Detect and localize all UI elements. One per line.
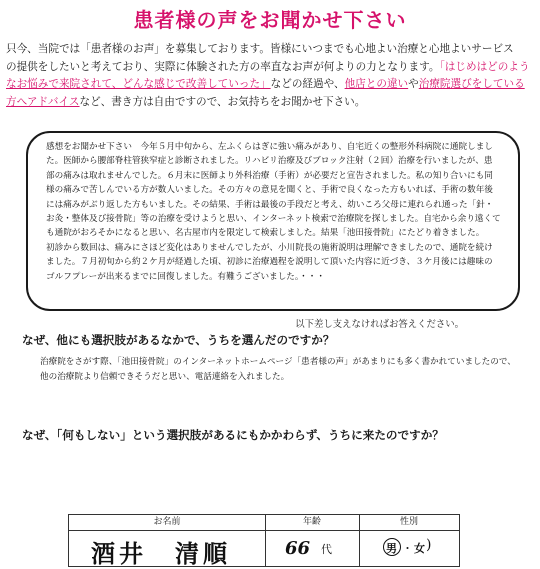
age-value: 66 <box>285 538 311 559</box>
respondent-form <box>68 514 460 567</box>
sex-label: 性別 <box>399 517 418 527</box>
page-title: 患者様の声をお聞かせ下さい <box>133 8 407 32</box>
intro-highlight-3: 他店との違い <box>344 78 409 90</box>
intro-mid2: や <box>408 78 419 90</box>
sex-male: 男 <box>386 542 397 555</box>
sex-female: 女 <box>414 542 425 555</box>
optional-note: 以下差し支えなければお答えください。 <box>295 319 464 330</box>
paren-close-icon: ) <box>426 537 432 553</box>
intro-end: など、書き方は自由ですので、お気持ちをお聞かせ下さい。 <box>79 95 366 108</box>
testimonial-text <box>46 140 501 284</box>
age-label: 年齢 <box>302 517 321 527</box>
question-1: なぜ、他にも選択肢があるなかで、うちを選んだのですか？ <box>22 333 335 347</box>
intro-highlight-1: 「はじめはどのよう <box>439 60 530 73</box>
testimonial-paragraph-1: 感想をお聞かせ下さい 今年５月中旬から、左ふくらはぎに強い痛みがあり、自宅近くの整形外科病院に通院しました。医師から腰部脊柱管狭窄症と診断されました。リハビリ治療及びブロック注射（２回）治療を行いましたが、患部の痛みは取れませんでした。６月末に医師より外科治療（手術）が必要だと宣告されました。私の知り合いにも同様の痛みで苦しんでいる方が数人いました。その方々の意見を聞くと、手術で良くなった方もいれば、手術の数年後には痛みがぶり返した方もいました。その結果、手術は最後の手段だと考え、幼いころ父母に連れられ通った「針・お灸・整体及び接骨院」等の治療を受けようと思い、インターネット検索で治療院を探しました。自宅から余り遠くても通院がおろそかになると思い、名古屋市内を限定して検索しました。結果「池田接骨院」にたどり着きました。 <box>46 142 501 239</box>
question-2: なぜ、「何もしない」という選択肢があるにもかかわらず、うちに来たのですか？ <box>22 428 444 442</box>
sex-separator: ・ <box>402 542 413 555</box>
testimonial-paragraph-2: 初診から数回は、痛みにさほど変化はありませんでしたが、小川院長の施術説明は理解できましたので、通院を続けました。７月初旬から約２ケ月が経過した頃、初診に治療過程を説明して頂いた内容に近づき、３ケ月後には趣味のゴルフプレーが出来るまでに回復しました。有難うございました。・・・ <box>46 242 493 282</box>
intro-line2: の提供をしたいと考えており、実際に体験された方の率直なお声が何よりの力となります。 <box>6 60 440 73</box>
intro-mid: などの経過や、 <box>270 78 345 90</box>
intro-text <box>6 41 532 111</box>
intro-highlight-5: 方へアドバイス <box>6 95 80 108</box>
intro-highlight-2: なお悩みで来院されて、どんな感じで改善していった」 <box>6 78 271 90</box>
intro-highlight-4: 治療院選びをしている <box>418 78 525 90</box>
name-label: お名前 <box>153 517 181 527</box>
age-unit: 代 <box>321 543 332 556</box>
answer-1: 治療院をさがす際、「池田接骨院」のインターネットホームページ「患者様の声」があまりにも多く書かれていましたので、他の治療院より信頼できそうだと思い、電話連絡を入れました。 <box>40 357 516 382</box>
intro-line1: 只今、当院では「患者様のお声」を募集しております。皆様にいつまでも心地よい治療と心地よいサービス <box>6 43 514 55</box>
name-value: 酒井 清順 <box>91 539 231 568</box>
